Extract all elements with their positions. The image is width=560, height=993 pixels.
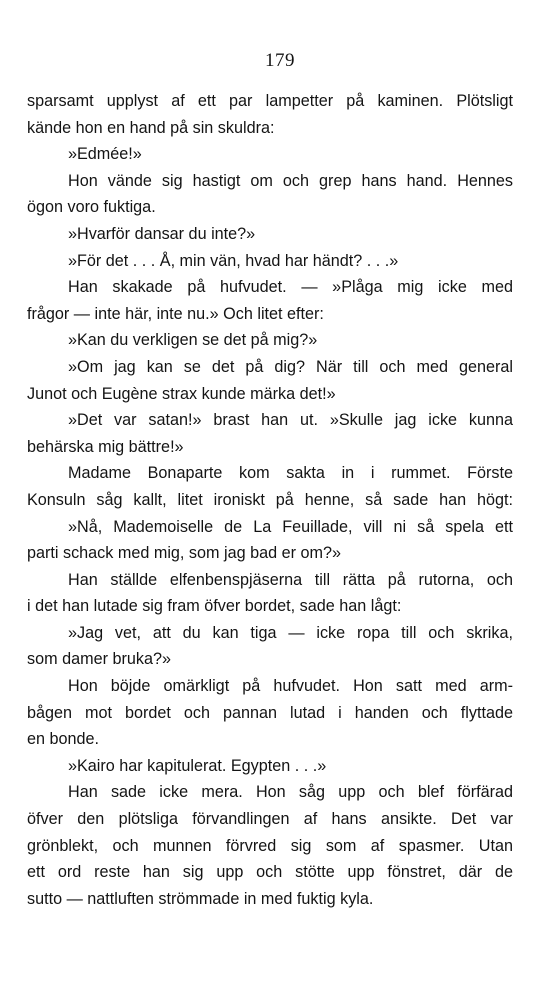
- page-number: 179: [265, 50, 295, 71]
- text-line: sutto — nattluften strömmade in med fuktig kyla.: [27, 889, 374, 908]
- text-line: en bonde.: [27, 730, 100, 749]
- text-line: »För det . . . Å, min vän, hvad har händt? . . .»: [68, 251, 399, 270]
- text-line: bågen mot bordet och pannan lutad i handen och flyttade: [27, 703, 513, 722]
- text-line: Han sade icke mera. Hon såg upp och blef förfärad: [68, 783, 513, 802]
- text-line: Han ställde elfenbenspjäserna till rätta på rutorna, och: [68, 570, 513, 589]
- text-line: ett ord reste han sig upp och stötte upp fönstret, där de: [27, 863, 513, 882]
- text-line: Junot och Eugène strax kunde märka det!»: [27, 384, 336, 403]
- text-line: sparsamt upplyst af ett par lampetter på kaminen. Plötsligt: [27, 92, 513, 110]
- text-line: i det han lutade sig fram öfver bordet, sade han lågt:: [27, 597, 402, 616]
- text-line: kände hon en hand på sin skuldra:: [27, 118, 275, 137]
- text-line: behärska mig bättre!»: [27, 437, 184, 456]
- text-line: Madame Bonaparte kom sakta in i rummet. Förste: [68, 464, 513, 483]
- text-line: Hon böjde omärkligt på hufvudet. Hon satt med arm-: [68, 677, 513, 696]
- text-line: grönblekt, och munnen förvred sig som af spasmer. Utan: [27, 836, 513, 855]
- text-line: »Kan du verkligen se det på mig?»: [68, 331, 318, 350]
- text-line: parti schack med mig, som jag bad er om?»: [27, 544, 341, 563]
- body-text: [27, 88, 513, 912]
- text-line: »Nå, Mademoiselle de La Feuillade, vill ni så spela ett: [68, 517, 513, 536]
- text-line: »Hvarför dansar du inte?»: [68, 224, 256, 243]
- text-line: frågor — inte här, inte nu.» Och litet efter:: [27, 304, 324, 323]
- text-line: »Kairo har kapitulerat. Egypten . . .»: [68, 756, 327, 775]
- text-line: Konsuln såg kallt, litet ironiskt på henne, så sade han högt:: [27, 490, 513, 509]
- text-line: »Det var satan!» brast han ut. »Skulle jag icke kunna: [68, 411, 513, 430]
- text-line: som damer bruka?»: [27, 650, 171, 669]
- text-line: »Om jag kan se det på dig? När till och med general: [68, 357, 513, 376]
- text-line: Hon vände sig hastigt om och grep hans hand. Hennes: [68, 171, 513, 190]
- text-line: Han skakade på hufvudet. — »Plåga mig icke med: [68, 278, 513, 297]
- text-line: »Jag vet, att du kan tiga — icke ropa till och skrika,: [68, 623, 513, 642]
- text-line: »Edmée!»: [68, 145, 142, 164]
- text-line: öfver den plötsliga förvandlingen af hans ansikte. Det var: [27, 810, 513, 829]
- text-line: ögon voro fuktiga.: [27, 198, 156, 217]
